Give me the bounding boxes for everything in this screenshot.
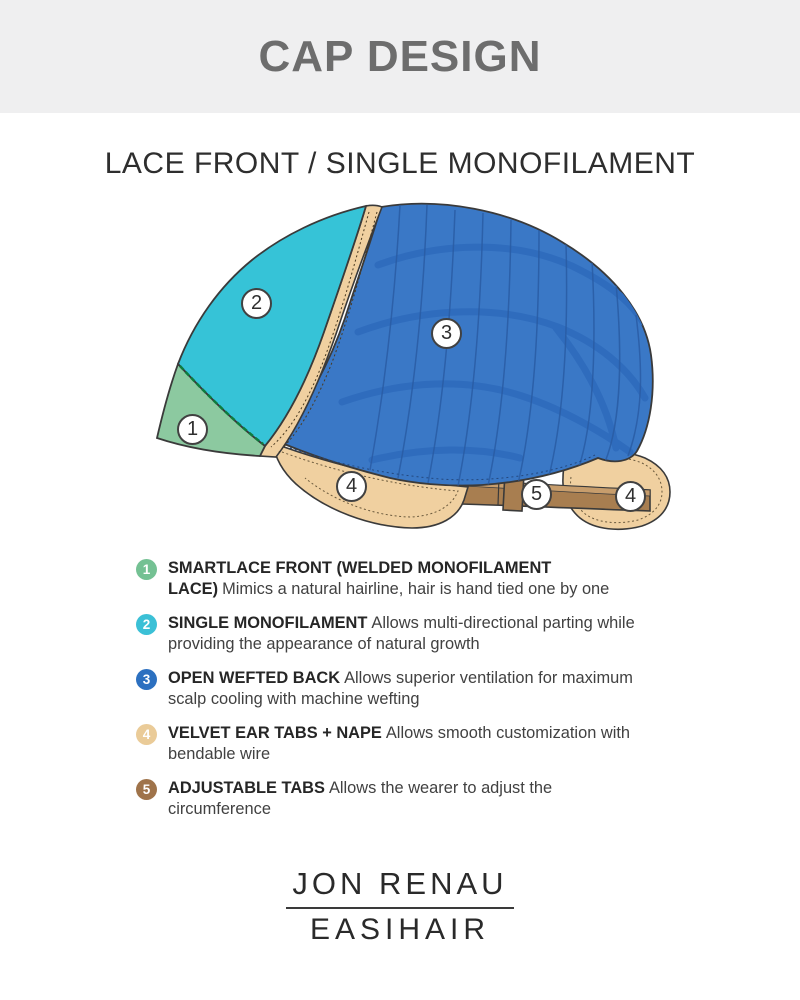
- legend-badge-5: 5: [136, 779, 157, 800]
- legend-badge-3: 3: [136, 669, 157, 690]
- header-band: [0, 0, 800, 113]
- legend-badge-2: 2: [136, 614, 157, 635]
- brand-divider: [286, 907, 514, 909]
- cap-diagram: [150, 195, 690, 545]
- legend-badge-4: 4: [136, 724, 157, 745]
- legend-text-2: SINGLE MONOFILAMENT Allows multi-directional parting while providing the appearance of natural growth: [168, 614, 635, 653]
- subtitle: LACE FRONT / SINGLE MONOFILAMENT: [104, 147, 696, 180]
- legend-text-5: ADJUSTABLE TABS Allows the wearer to adjust the circumference: [168, 779, 553, 818]
- page-title: CAP DESIGN: [258, 31, 542, 81]
- legend-badge-1: 1: [136, 559, 157, 580]
- callout-1: 1: [177, 414, 208, 445]
- callout-5: 5: [521, 479, 552, 510]
- legend-item-velvet-ear-tabs: [136, 723, 658, 764]
- legend-item-smartlace-front: [136, 558, 658, 599]
- cap-illustration: [150, 195, 690, 545]
- legend-text-3: OPEN WEFTED BACK Allows superior ventilation for maximum scalp cooling with machine wefting: [168, 669, 633, 708]
- legend-text-1: SMARTLACE FRONT (WELDED MONOFILAMENT LACE) Mimics a natural hairline, hair is hand tied one by one: [168, 559, 610, 598]
- callout-4-right: 4: [615, 481, 646, 512]
- legend: [136, 558, 658, 833]
- legend-text-4: VELVET EAR TABS + NAPE Allows smooth customization with bendable wire: [168, 724, 631, 763]
- callout-3: 3: [431, 318, 462, 349]
- callout-2: 2: [241, 288, 272, 319]
- legend-item-adjustable-tabs: [136, 778, 658, 819]
- brand-name-top: JON RENAU: [292, 866, 508, 901]
- legend-item-open-wefted-back: [136, 668, 658, 709]
- brand-logo: [0, 866, 800, 947]
- legend-item-single-monofilament: [136, 613, 658, 654]
- brand-name-bottom: EASIHAIR: [309, 913, 491, 946]
- callout-4-left: 4: [336, 471, 367, 502]
